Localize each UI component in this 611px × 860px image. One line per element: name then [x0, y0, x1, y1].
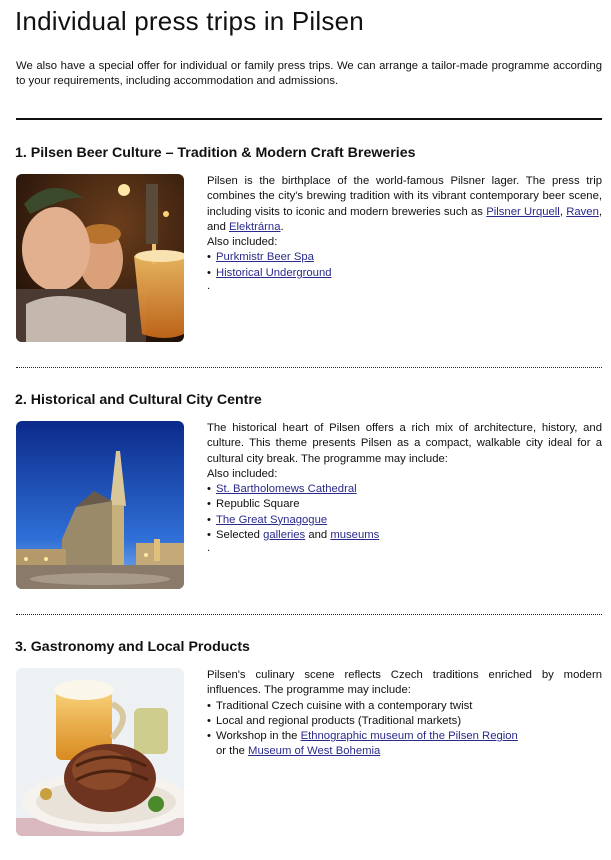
link-great-synagogue[interactable]: The Great Synagogue [216, 513, 328, 526]
list-item: • Workshop in the Ethnographic museum of the Pilsen Region or the Museum of West Bohemia [207, 729, 602, 760]
list-item: • Local and regional products (Traditional markets) [207, 714, 602, 729]
list-item: • Traditional Czech cuisine with a contemporary twist [207, 699, 602, 714]
link-pilsner-urquell[interactable]: Pilsner Urquell [486, 205, 560, 218]
section-1-trailing: . [207, 280, 211, 293]
page-title: Individual press trips in Pilsen [15, 6, 364, 36]
divider-dotted [16, 367, 602, 368]
section-1-list [207, 250, 602, 281]
section-2-text: The historical heart of Pilsen offers a rich mix of architecture, history, and culture. This theme presents Pilsen as a compact, walkable city ideal for a cultural city break. The programme may include: [207, 422, 602, 465]
link-ethnographic-museum[interactable]: Ethnographic museum of the Pilsen Region [300, 730, 518, 743]
section-2-also-label: Also included: [207, 467, 278, 480]
section-1-also-label: Also included: [207, 236, 278, 249]
divider-thick [16, 118, 602, 120]
section-2-trailing: . [207, 542, 211, 555]
section-2-list [207, 482, 602, 543]
section-3-body [207, 668, 602, 760]
intro-paragraph: We also have a special offer for individual or family press trips. We can arrange a tailor-made programme according to your requirements, including accommodation and admissions. [16, 60, 602, 87]
cathedral-photo [16, 421, 184, 589]
list-item [207, 266, 602, 281]
list-item: • Republic Square [207, 497, 602, 512]
section-3-heading: 3. Gastronomy and Local Products [15, 639, 250, 655]
link-raven[interactable]: Raven [566, 205, 599, 218]
link-elektrarna[interactable]: Elektrárna [229, 220, 281, 233]
section-2-body [207, 421, 602, 553]
link-purkmistr-beer-spa[interactable]: Purkmistr Beer Spa [216, 251, 314, 264]
list-item [207, 250, 602, 265]
divider-dotted [16, 614, 602, 615]
list-item [207, 482, 602, 497]
section-1-body [207, 174, 602, 291]
food-photo [16, 668, 184, 836]
section-3-text: Pilsen's culinary scene reflects Czech traditions enriched by modern influences. The programme may include: [207, 669, 602, 697]
list-item [207, 513, 602, 528]
section-3-list [207, 699, 602, 760]
link-historical-underground[interactable]: Historical Underground [216, 266, 332, 279]
link-museum-of-west-bohemia[interactable]: Museum of West Bohemia [248, 745, 381, 758]
section-1-heading: 1. Pilsen Beer Culture – Tradition & Modern Craft Breweries [15, 145, 416, 161]
link-st-bartholomews-cathedral[interactable]: St. Bartholomews Cathedral [216, 483, 357, 496]
beer-photo [16, 174, 184, 342]
link-museums[interactable]: museums [330, 529, 380, 542]
link-galleries[interactable]: galleries [263, 529, 306, 542]
section-2-heading: 2. Historical and Cultural City Centre [15, 392, 262, 408]
list-item: • Selected galleries and museums [207, 528, 602, 543]
section-1-text: Pilsen is the birthplace of the world-famous Pilsner lager. The press trip combines the city's brewing tradition with its vibrant contemporary beer scene, including visits to iconic and modern breweries such as Pilsner Urquell, Raven, and Elektrárna. [207, 175, 603, 233]
